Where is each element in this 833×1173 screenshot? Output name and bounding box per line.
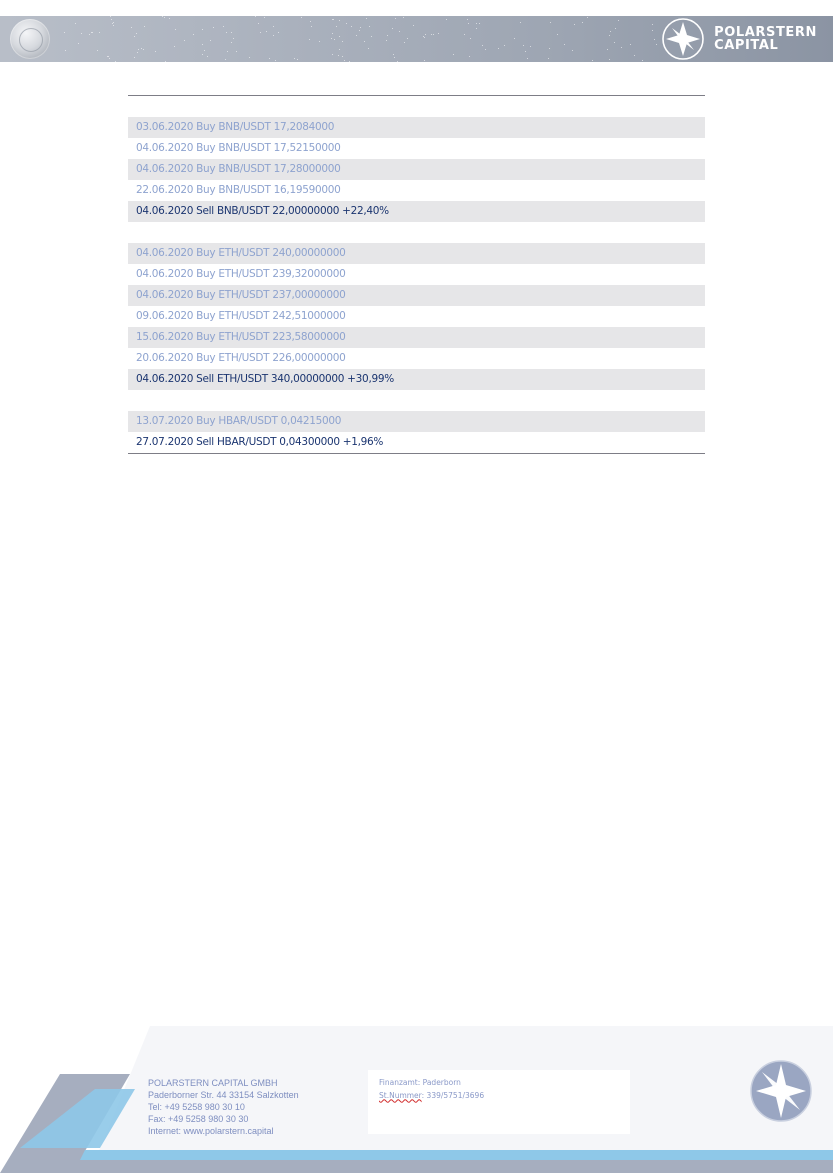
header-speck bbox=[424, 60, 425, 61]
header-speck bbox=[264, 17, 265, 18]
header-speck bbox=[621, 47, 622, 48]
header-speck bbox=[342, 41, 343, 42]
header-speck bbox=[468, 23, 469, 24]
header-speck bbox=[663, 41, 664, 42]
buy-trade-row: 04.06.2020 Buy ETH/USDT 237,00000000 bbox=[128, 285, 705, 306]
sell-trade-row: 04.06.2020 Sell BNB/USDT 22,00000000 +22,40% bbox=[128, 201, 705, 222]
header-speck bbox=[652, 24, 653, 25]
header-speck bbox=[614, 42, 615, 43]
header-speck bbox=[115, 61, 116, 62]
header-speck bbox=[582, 22, 583, 23]
header-speck bbox=[278, 32, 279, 33]
header-speck bbox=[476, 28, 477, 29]
header-speck bbox=[453, 54, 454, 55]
header-speck bbox=[164, 17, 165, 18]
header-speck bbox=[520, 22, 521, 23]
header-speck bbox=[371, 36, 372, 37]
header-speck bbox=[112, 23, 113, 24]
header-speck bbox=[266, 31, 267, 32]
tax-info bbox=[379, 1077, 484, 1102]
header-speck bbox=[97, 50, 98, 51]
header-speck bbox=[360, 27, 361, 28]
header-speck bbox=[210, 40, 211, 41]
header-speck bbox=[99, 32, 100, 33]
bottom-divider bbox=[128, 453, 705, 454]
header-speck bbox=[297, 59, 298, 60]
company-street: Paderborner Str. 44 33154 Salzkotten bbox=[148, 1090, 299, 1100]
header-speck bbox=[202, 29, 203, 30]
header-speck bbox=[504, 45, 505, 46]
trade-group bbox=[128, 243, 705, 390]
header-speck bbox=[407, 38, 408, 39]
header-speck bbox=[64, 32, 65, 33]
trade-group bbox=[128, 117, 705, 222]
header-speck bbox=[425, 34, 426, 35]
header-speck bbox=[514, 38, 515, 39]
header-speck bbox=[339, 36, 340, 37]
company-internet: Internet: www.polarstern.capital bbox=[148, 1126, 274, 1136]
header-speck bbox=[108, 56, 109, 57]
header-speck bbox=[334, 39, 335, 40]
header-speck bbox=[311, 26, 312, 27]
company-name: POLARSTERN CAPITAL GMBH bbox=[148, 1078, 278, 1088]
header-speck bbox=[351, 26, 352, 27]
header-speck bbox=[319, 41, 320, 42]
header-speck bbox=[309, 39, 310, 40]
header-speck bbox=[78, 43, 79, 44]
header-speck bbox=[111, 19, 112, 20]
header-speck bbox=[202, 54, 203, 55]
header-speck bbox=[652, 30, 653, 31]
header-speck bbox=[446, 19, 447, 20]
header-speck bbox=[549, 48, 550, 49]
header-speck bbox=[273, 26, 274, 27]
tax-office: Finanzamt: Paderborn bbox=[379, 1078, 461, 1087]
star-compass-icon bbox=[748, 1058, 814, 1124]
header-speck bbox=[331, 38, 332, 39]
buy-trade-row: 04.06.2020 Buy ETH/USDT 239,32000000 bbox=[136, 268, 346, 280]
header-speck bbox=[260, 32, 261, 33]
buy-trade-row: 04.06.2020 Buy BNB/USDT 17,52150000 bbox=[136, 142, 341, 154]
header-speck bbox=[301, 17, 302, 18]
header-speck bbox=[92, 32, 93, 33]
header-speck bbox=[587, 17, 588, 18]
header-speck bbox=[223, 26, 224, 27]
header-speck bbox=[144, 26, 145, 27]
header-speck bbox=[550, 22, 551, 23]
buy-trade-row: 22.06.2020 Buy BNB/USDT 16,19590000 bbox=[136, 184, 341, 196]
header-speck bbox=[137, 52, 138, 53]
header-speck bbox=[424, 37, 425, 38]
buy-trade-row: 13.07.2020 Buy HBAR/USDT 0,04215000 bbox=[128, 411, 705, 432]
trade-group bbox=[128, 411, 705, 453]
header-speck bbox=[557, 34, 558, 35]
brand-logo bbox=[662, 18, 817, 60]
header-speck bbox=[109, 58, 110, 59]
header-speck bbox=[404, 42, 405, 43]
top-divider bbox=[128, 95, 705, 96]
header-speck bbox=[333, 19, 334, 20]
header-speck bbox=[294, 58, 295, 59]
header-speck bbox=[574, 24, 575, 25]
header-speck bbox=[387, 35, 388, 36]
header-speck bbox=[255, 16, 256, 17]
header-speck bbox=[275, 60, 276, 61]
header-speck bbox=[136, 33, 137, 34]
header-speck bbox=[364, 41, 365, 42]
buy-trade-row: 03.06.2020 Buy BNB/USDT 17,2084000 bbox=[128, 117, 705, 138]
header-speck bbox=[131, 27, 132, 28]
buy-trade-row: 15.06.2020 Buy ETH/USDT 223,58000000 bbox=[128, 327, 705, 348]
brand-line-2: CAPITAL bbox=[714, 38, 779, 53]
buy-trade-row: 04.06.2020 Buy BNB/USDT 17,28000000 bbox=[128, 159, 705, 180]
brand-wordmark bbox=[714, 26, 817, 52]
header-speck bbox=[592, 60, 593, 61]
header-speck bbox=[336, 26, 337, 27]
header-speck bbox=[485, 49, 486, 50]
header-speck bbox=[193, 34, 194, 35]
header-speck bbox=[607, 49, 608, 50]
trade-log bbox=[128, 117, 705, 474]
header-speck bbox=[498, 48, 499, 49]
header-speck bbox=[386, 40, 387, 41]
header-speck bbox=[231, 42, 232, 43]
header-speck bbox=[165, 61, 166, 62]
header-speck bbox=[464, 34, 465, 35]
header-speck bbox=[231, 32, 232, 33]
header-speck bbox=[162, 16, 163, 17]
tax-number-line bbox=[379, 1090, 484, 1103]
header-speck bbox=[89, 34, 90, 35]
header-speck bbox=[656, 44, 657, 45]
header-speck bbox=[91, 32, 92, 33]
header-speck bbox=[339, 20, 340, 21]
header-speck bbox=[174, 46, 175, 47]
header-speck bbox=[634, 55, 635, 56]
tax-number-label: St.Nummer bbox=[379, 1090, 422, 1100]
header-speck bbox=[184, 40, 185, 41]
header-speck bbox=[642, 60, 643, 61]
buy-trade-row: 20.06.2020 Buy ETH/USDT 226,00000000 bbox=[136, 352, 346, 364]
header-speck bbox=[610, 31, 611, 32]
header-speck bbox=[609, 35, 610, 36]
header-speck bbox=[269, 58, 270, 59]
header-speck bbox=[143, 49, 144, 50]
header-speck bbox=[236, 51, 237, 52]
company-tel: Tel: +49 5258 980 30 10 bbox=[148, 1102, 245, 1112]
header-speck bbox=[399, 31, 400, 32]
header-banner bbox=[0, 16, 833, 62]
header-speck bbox=[433, 34, 434, 35]
header-speck bbox=[359, 30, 360, 31]
header-speck bbox=[346, 23, 347, 24]
header-speck bbox=[81, 33, 82, 34]
header-speck bbox=[397, 61, 398, 62]
header-speck bbox=[476, 23, 477, 24]
header-speck bbox=[523, 45, 524, 46]
header-speck bbox=[564, 44, 565, 45]
header-speck bbox=[138, 49, 139, 50]
header-speck bbox=[332, 33, 333, 34]
header-speck bbox=[467, 19, 468, 20]
header-speck bbox=[413, 25, 414, 26]
header-speck bbox=[393, 54, 394, 55]
header-speck bbox=[226, 32, 227, 33]
header-speck bbox=[609, 59, 610, 60]
header-speck bbox=[338, 55, 339, 56]
header-speck bbox=[530, 46, 531, 47]
header-speck bbox=[141, 48, 142, 49]
header-speck bbox=[342, 56, 343, 57]
header-speck bbox=[204, 50, 205, 51]
header-speck bbox=[572, 50, 573, 51]
header-speck bbox=[548, 58, 549, 59]
header-speck bbox=[470, 38, 471, 39]
company-fax: Fax: +49 5258 980 30 30 bbox=[148, 1114, 249, 1124]
header-speck bbox=[310, 21, 311, 22]
silver-coin-icon bbox=[10, 19, 50, 59]
brand-line-1: POLARSTERN bbox=[714, 25, 817, 40]
header-speck bbox=[431, 34, 432, 35]
header-speck bbox=[525, 51, 526, 52]
sell-trade-row: 04.06.2020 Sell ETH/USDT 340,00000000 +30,99% bbox=[128, 369, 705, 390]
header-speck bbox=[175, 29, 176, 30]
header-speck bbox=[618, 20, 619, 21]
header-speck bbox=[469, 56, 470, 57]
header-speck bbox=[113, 25, 114, 26]
header-speck bbox=[630, 44, 631, 45]
header-speck bbox=[366, 18, 367, 19]
header-speck bbox=[134, 57, 135, 58]
header-speck bbox=[273, 35, 274, 36]
header-speck bbox=[403, 17, 404, 18]
tax-number-value: : 339/5751/3696 bbox=[421, 1090, 485, 1100]
header-speck bbox=[482, 45, 483, 46]
header-speck bbox=[258, 23, 259, 24]
header-speck bbox=[438, 33, 439, 34]
header-speck bbox=[339, 49, 340, 50]
header-speck bbox=[110, 16, 111, 17]
header-speck bbox=[349, 61, 350, 62]
header-speck bbox=[207, 56, 208, 57]
sell-trade-row: 27.07.2020 Sell HBAR/USDT 0,04300000 +1,96% bbox=[136, 436, 384, 448]
header-speck bbox=[227, 51, 228, 52]
header-speck bbox=[249, 57, 250, 58]
header-speck bbox=[65, 50, 66, 51]
header-speck bbox=[213, 27, 214, 28]
header-speck bbox=[356, 35, 357, 36]
buy-trade-row: 09.06.2020 Buy ETH/USDT 242,51000000 bbox=[136, 310, 346, 322]
header-speck bbox=[202, 44, 203, 45]
header-speck bbox=[332, 54, 333, 55]
header-speck bbox=[113, 22, 114, 23]
header-speck bbox=[225, 59, 226, 60]
header-speck bbox=[394, 57, 395, 58]
header-speck bbox=[369, 26, 370, 27]
header-speck bbox=[134, 36, 135, 37]
header-speck bbox=[169, 18, 170, 19]
buy-trade-row: 04.06.2020 Buy ETH/USDT 240,00000000 bbox=[128, 243, 705, 264]
header-speck bbox=[233, 38, 234, 39]
header-speck bbox=[368, 48, 369, 49]
header-speck bbox=[615, 28, 616, 29]
header-speck bbox=[395, 18, 396, 19]
polarstern-star-logo-icon bbox=[662, 18, 704, 60]
header-speck bbox=[479, 23, 480, 24]
header-speck bbox=[155, 51, 156, 52]
header-speck bbox=[107, 56, 108, 57]
header-speck bbox=[527, 58, 528, 59]
header-speck bbox=[75, 23, 76, 24]
header-speck bbox=[392, 28, 393, 29]
company-address-block bbox=[148, 1077, 299, 1137]
header-speck bbox=[654, 39, 655, 40]
header-speck bbox=[344, 60, 345, 61]
